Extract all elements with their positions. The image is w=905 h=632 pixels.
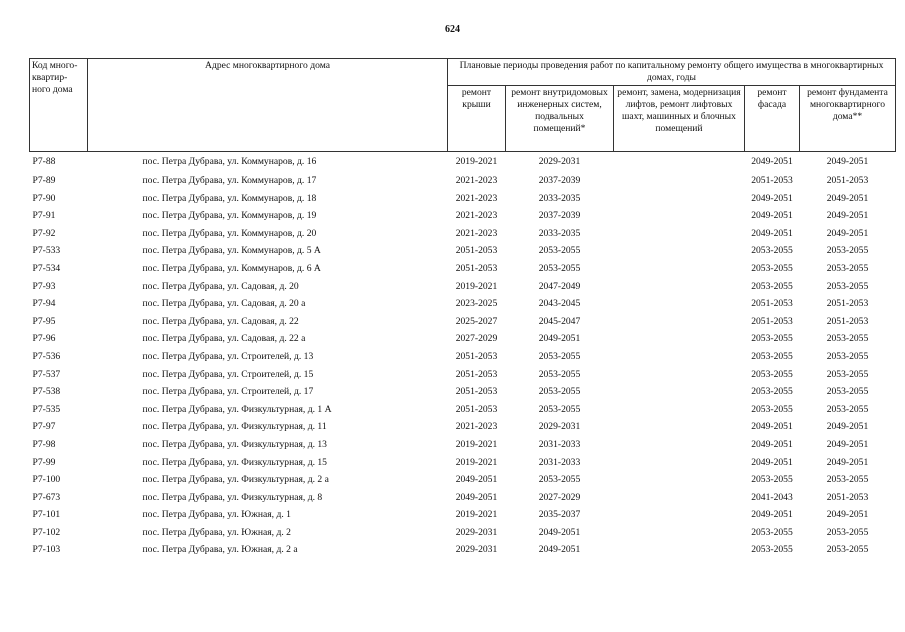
table-row <box>30 330 896 348</box>
cell-address: пос. Петра Дубрава, ул. Физкультурная, д. 15 <box>142 456 327 468</box>
cell-address: пос. Петра Дубрава, ул. Южная, д. 2 а <box>142 544 298 556</box>
table-row <box>30 207 896 225</box>
cell-code: Р7-101 <box>32 509 61 521</box>
cell-facade: 2053-2055 <box>751 280 793 292</box>
table-row <box>30 295 896 313</box>
cell-lifts <box>614 524 745 542</box>
cell-systems: 2053-2055 <box>538 262 581 274</box>
cell-lifts <box>614 152 745 173</box>
cell-code: Р7-98 <box>32 438 56 450</box>
cell-address: пос. Петра Дубрава, ул. Физкультурная, д. 13 <box>142 438 327 450</box>
cell-systems: 2053-2055 <box>538 386 581 398</box>
cell-code: Р7-95 <box>32 315 56 327</box>
cell-address: пос. Петра Дубрава, ул. Строителей, д. 15 <box>142 368 314 380</box>
cell-lifts <box>614 348 745 366</box>
table-row <box>30 383 896 401</box>
cell-lifts <box>614 489 745 507</box>
cell-roof: 2019-2021 <box>455 509 498 521</box>
cell-address: пос. Петра Дубрава, ул. Коммунаров, д. 18 <box>142 192 317 204</box>
table-row <box>30 152 896 173</box>
cell-systems: 2031-2033 <box>538 438 581 450</box>
cell-foundation: 2053-2055 <box>826 526 869 538</box>
table-row <box>30 436 896 454</box>
cell-facade: 2049-2051 <box>751 210 793 222</box>
cell-roof: 2049-2051 <box>455 474 498 486</box>
table-row <box>30 348 896 366</box>
table-row <box>30 225 896 243</box>
cell-lifts <box>614 260 745 278</box>
cell-facade: 2049-2051 <box>751 438 793 450</box>
cell-facade: 2051-2053 <box>751 298 793 310</box>
cell-roof: 2019-2021 <box>455 280 498 292</box>
table-row <box>30 172 896 190</box>
cell-roof: 2021-2023 <box>455 421 498 433</box>
cell-code: Р7-92 <box>32 227 56 239</box>
cell-lifts <box>614 225 745 243</box>
cell-lifts <box>614 401 745 419</box>
cell-facade: 2053-2055 <box>751 386 793 398</box>
cell-roof: 2025-2027 <box>455 315 498 327</box>
cell-code: Р7-533 <box>32 245 61 257</box>
table-row <box>30 260 896 278</box>
table-row <box>30 366 896 384</box>
cell-systems: 2029-2031 <box>538 421 581 433</box>
cell-roof: 2029-2031 <box>455 544 498 556</box>
cell-facade: 2053-2055 <box>751 526 793 538</box>
cell-roof: 2019-2021 <box>455 156 498 168</box>
header-facade: ремонт фасада <box>745 86 800 152</box>
cell-code: Р7-100 <box>32 474 61 486</box>
cell-code: Р7-103 <box>32 544 61 556</box>
cell-foundation: 2053-2055 <box>826 544 869 556</box>
cell-address: пос. Петра Дубрава, ул. Физкультурная, д. 2 а <box>142 474 329 486</box>
cell-foundation: 2053-2055 <box>826 368 869 380</box>
cell-lifts <box>614 190 745 208</box>
cell-roof: 2051-2053 <box>455 262 498 274</box>
cell-address: пос. Петра Дубрава, ул. Коммунаров, д. 16 <box>142 156 317 168</box>
cell-roof: 2023-2025 <box>455 298 498 310</box>
cell-roof: 2027-2029 <box>455 333 498 345</box>
cell-foundation: 2049-2051 <box>826 456 869 468</box>
cell-systems: 2031-2033 <box>538 456 581 468</box>
cell-foundation: 2053-2055 <box>826 386 869 398</box>
cell-roof: 2051-2053 <box>455 368 498 380</box>
cell-foundation: 2049-2051 <box>826 227 869 239</box>
cell-roof: 2049-2051 <box>455 491 498 503</box>
table-row <box>30 524 896 542</box>
table-row <box>30 471 896 489</box>
cell-facade: 2053-2055 <box>751 245 793 257</box>
cell-facade: 2053-2055 <box>751 544 793 556</box>
cell-foundation: 2053-2055 <box>826 350 869 362</box>
cell-code: Р7-536 <box>32 350 61 362</box>
cell-code: Р7-93 <box>32 280 56 292</box>
cell-facade: 2053-2055 <box>751 368 793 380</box>
cell-code: Р7-537 <box>32 368 61 380</box>
cell-lifts <box>614 172 745 190</box>
cell-systems: 2043-2045 <box>538 298 581 310</box>
table-header <box>30 59 896 152</box>
cell-systems: 2033-2035 <box>538 192 581 204</box>
cell-facade: 2053-2055 <box>751 403 793 415</box>
cell-code: Р7-89 <box>32 175 56 186</box>
cell-lifts <box>614 207 745 225</box>
cell-address: пос. Петра Дубрава, ул. Южная, д. 2 <box>142 526 291 538</box>
cell-code: Р7-94 <box>32 298 56 310</box>
cell-systems: 2035-2037 <box>538 509 581 521</box>
cell-systems: 2049-2051 <box>538 526 581 538</box>
cell-foundation: 2051-2053 <box>826 298 869 310</box>
cell-code: Р7-97 <box>32 421 56 433</box>
table-row <box>30 541 896 559</box>
cell-code: Р7-99 <box>32 456 56 468</box>
header-code: Код много-квартир-ного дома <box>30 59 88 152</box>
cell-lifts <box>614 418 745 436</box>
table-row <box>30 401 896 419</box>
cell-foundation: 2049-2051 <box>826 509 869 521</box>
cell-facade: 2049-2051 <box>751 509 793 521</box>
cell-foundation: 2051-2053 <box>826 175 869 186</box>
cell-address: пос. Петра Дубрава, ул. Садовая, д. 22 <box>142 315 299 327</box>
cell-roof: 2021-2023 <box>455 227 498 239</box>
cell-lifts <box>614 330 745 348</box>
table-row <box>30 190 896 208</box>
cell-foundation: 2049-2051 <box>826 210 869 222</box>
cell-foundation: 2051-2053 <box>826 491 869 503</box>
cell-lifts <box>614 436 745 454</box>
header-systems: ремонт внутридомовых инженерных систем, подвальных помещений* <box>506 86 614 152</box>
cell-systems: 2053-2055 <box>538 368 581 380</box>
cell-address: пос. Петра Дубрава, ул. Коммунаров, д. 17 <box>142 175 317 186</box>
cell-code: Р7-90 <box>32 192 56 204</box>
cell-systems: 2053-2055 <box>538 403 581 415</box>
cell-facade: 2051-2053 <box>751 175 793 186</box>
cell-code: Р7-96 <box>32 333 56 345</box>
cell-systems: 2033-2035 <box>538 227 581 239</box>
cell-systems: 2047-2049 <box>538 280 581 292</box>
header-address: Адрес многоквартирного дома <box>88 59 448 152</box>
repair-schedule-table <box>29 58 896 559</box>
cell-code: Р7-673 <box>32 491 61 503</box>
cell-roof: 2021-2023 <box>455 210 498 222</box>
cell-address: пос. Петра Дубрава, ул. Строителей, д. 17 <box>142 386 314 398</box>
cell-facade: 2049-2051 <box>751 456 793 468</box>
cell-facade: 2053-2055 <box>751 333 793 345</box>
cell-address: пос. Петра Дубрава, ул. Коммунаров, д. 19 <box>142 210 317 222</box>
cell-address: пос. Петра Дубрава, ул. Садовая, д. 20 а <box>142 298 306 310</box>
cell-address: пос. Петра Дубрава, ул. Садовая, д. 20 <box>142 280 299 292</box>
cell-systems: 2029-2031 <box>538 156 581 168</box>
cell-systems: 2027-2029 <box>538 491 581 503</box>
table-row <box>30 454 896 472</box>
table-row <box>30 489 896 507</box>
cell-address: пос. Петра Дубрава, ул. Физкультурная, д. 8 <box>142 491 323 503</box>
header-lifts: ремонт, замена, модернизация лифтов, ремонт лифтовых шахт, машинных и блочных помещений <box>614 86 745 152</box>
cell-foundation: 2049-2051 <box>826 192 869 204</box>
cell-foundation: 2053-2055 <box>826 474 869 486</box>
cell-systems: 2037-2039 <box>538 210 581 222</box>
cell-systems: 2037-2039 <box>538 175 581 186</box>
table-row <box>30 418 896 436</box>
header-periods: Плановые периоды проведения работ по капитальному ремонту общего имущества в многоквартирных домах, годы <box>448 59 896 86</box>
cell-systems: 2053-2055 <box>538 350 581 362</box>
cell-roof: 2019-2021 <box>455 456 498 468</box>
cell-foundation: 2049-2051 <box>826 156 869 168</box>
cell-roof: 2021-2023 <box>455 192 498 204</box>
cell-lifts <box>614 383 745 401</box>
cell-lifts <box>614 242 745 260</box>
cell-code: Р7-534 <box>32 262 61 274</box>
cell-foundation: 2053-2055 <box>826 333 869 345</box>
cell-lifts <box>614 471 745 489</box>
cell-roof: 2029-2031 <box>455 526 498 538</box>
cell-code: Р7-102 <box>32 526 61 538</box>
cell-code: Р7-535 <box>32 403 61 415</box>
cell-systems: 2049-2051 <box>538 333 581 345</box>
header-roof: ремонт крыши <box>448 86 506 152</box>
cell-address: пос. Петра Дубрава, ул. Коммунаров, д. 20 <box>142 227 317 239</box>
cell-facade: 2053-2055 <box>751 350 793 362</box>
cell-lifts <box>614 454 745 472</box>
cell-address: пос. Петра Дубрава, ул. Строителей, д. 13 <box>142 350 314 362</box>
cell-roof: 2051-2053 <box>455 386 498 398</box>
cell-foundation: 2051-2053 <box>826 315 869 327</box>
cell-lifts <box>614 541 745 559</box>
cell-foundation: 2053-2055 <box>826 403 869 415</box>
cell-foundation: 2049-2051 <box>826 421 869 433</box>
cell-lifts <box>614 506 745 524</box>
cell-address: пос. Петра Дубрава, ул. Садовая, д. 22 а <box>142 333 306 345</box>
cell-foundation: 2049-2051 <box>826 438 869 450</box>
cell-systems: 2049-2051 <box>538 544 581 556</box>
cell-foundation: 2053-2055 <box>826 245 869 257</box>
cell-roof: 2051-2053 <box>455 403 498 415</box>
cell-lifts <box>614 278 745 296</box>
cell-code: Р7-538 <box>32 386 61 398</box>
table-body <box>30 152 896 560</box>
table-row <box>30 313 896 331</box>
cell-facade: 2051-2053 <box>751 315 793 327</box>
cell-facade: 2049-2051 <box>751 421 793 433</box>
cell-systems: 2053-2055 <box>538 245 581 257</box>
cell-address: пос. Петра Дубрава, ул. Коммунаров, д. 6 А <box>142 262 321 274</box>
table-row <box>30 242 896 260</box>
header-foundation: ремонт фундамента многоквартирного дома** <box>800 86 896 152</box>
cell-systems: 2045-2047 <box>538 315 581 327</box>
cell-roof: 2051-2053 <box>455 245 498 257</box>
table-row <box>30 506 896 524</box>
cell-foundation: 2053-2055 <box>826 262 869 274</box>
cell-code: Р7-91 <box>32 210 56 222</box>
cell-facade: 2053-2055 <box>751 474 793 486</box>
cell-lifts <box>614 313 745 331</box>
cell-roof: 2021-2023 <box>455 175 498 186</box>
cell-facade: 2053-2055 <box>751 262 793 274</box>
cell-facade: 2041-2043 <box>751 491 793 503</box>
cell-systems: 2053-2055 <box>538 474 581 486</box>
cell-facade: 2049-2051 <box>751 192 793 204</box>
table-row <box>30 278 896 296</box>
cell-roof: 2019-2021 <box>455 438 498 450</box>
cell-address: пос. Петра Дубрава, ул. Коммунаров, д. 5 А <box>142 245 321 257</box>
cell-address: пос. Петра Дубрава, ул. Физкультурная, д. 1 А <box>142 403 332 415</box>
cell-facade: 2049-2051 <box>751 227 793 239</box>
cell-lifts <box>614 295 745 313</box>
cell-code: Р7-88 <box>32 156 56 168</box>
cell-roof: 2051-2053 <box>455 350 498 362</box>
cell-foundation: 2053-2055 <box>826 280 869 292</box>
page-number: 624 <box>445 24 460 35</box>
cell-address: пос. Петра Дубрава, ул. Физкультурная, д. 11 <box>142 421 327 433</box>
cell-address: пос. Петра Дубрава, ул. Южная, д. 1 <box>142 509 291 521</box>
cell-facade: 2049-2051 <box>751 156 793 168</box>
cell-lifts <box>614 366 745 384</box>
